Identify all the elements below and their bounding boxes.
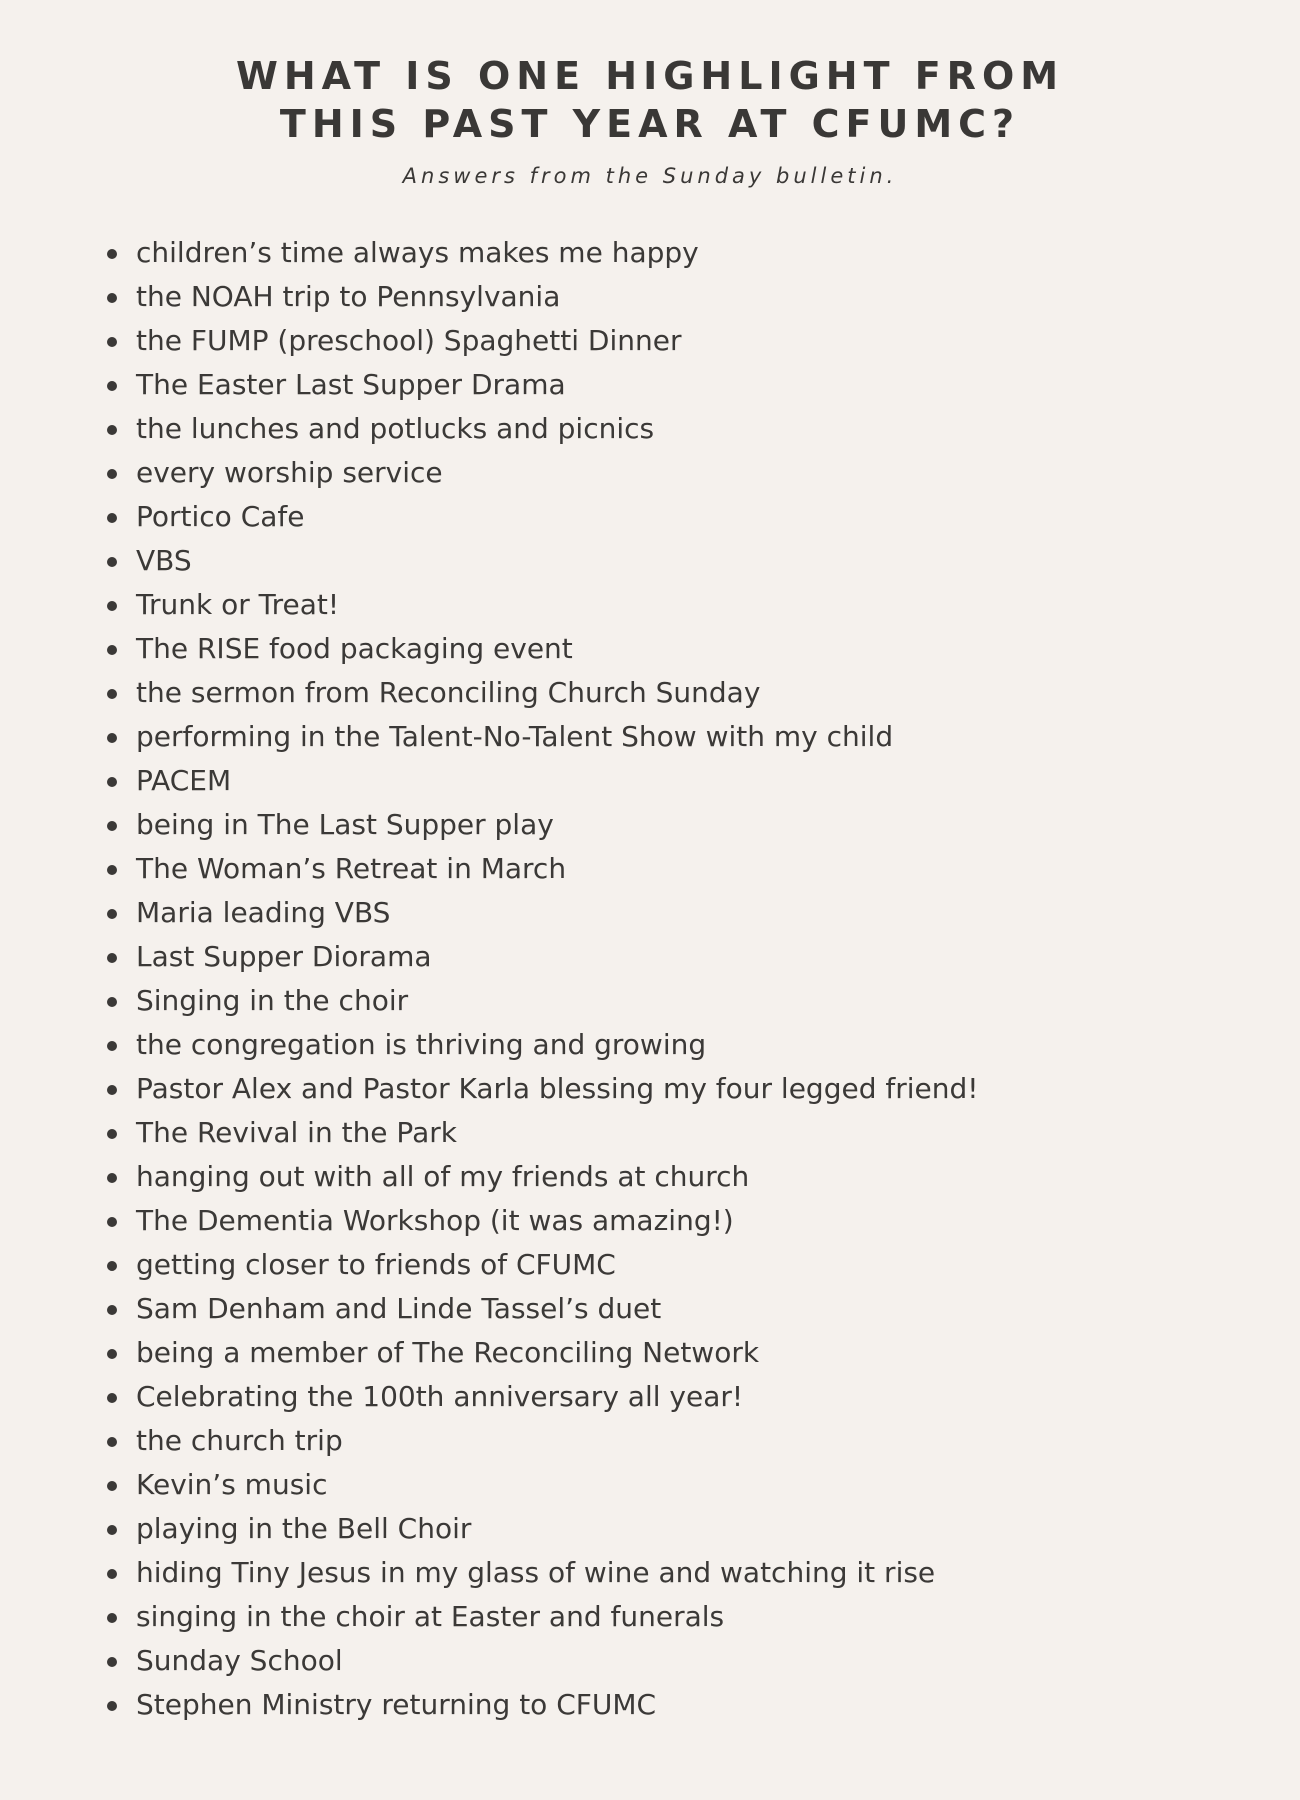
list-item <box>0 1463 979 1507</box>
list-item-text: The Easter Last Supper Drama <box>136 368 566 401</box>
list-item-text: The RISE food packaging event <box>136 632 573 665</box>
list-item <box>0 935 979 979</box>
list-item-text: The Dementia Workshop (it was amazing!) <box>136 1204 734 1237</box>
bullet-icon <box>107 645 117 655</box>
answers-list <box>0 231 979 1727</box>
list-item <box>0 539 979 583</box>
list-item-text: getting closer to friends of CFUMC <box>136 1248 616 1281</box>
list-item <box>0 1287 979 1331</box>
page-title-line-1: WHAT IS ONE HIGHLIGHT FROM <box>235 54 1065 98</box>
bullet-icon <box>107 337 117 347</box>
bullet-icon <box>107 1525 117 1535</box>
bullet-icon <box>107 1657 117 1667</box>
bullet-icon <box>107 733 117 743</box>
list-item <box>0 671 979 715</box>
page-subtitle: Answers from the Sunday bulletin. <box>402 164 898 188</box>
list-item <box>0 1595 979 1639</box>
list-item <box>0 583 979 627</box>
list-item-text: Sam Denham and Linde Tassel’s duet <box>136 1292 662 1325</box>
bullet-icon <box>107 1437 117 1447</box>
list-item-text: being in The Last Supper play <box>136 808 554 841</box>
list-item <box>0 979 979 1023</box>
list-item-text: children’s time always makes me happy <box>136 236 699 269</box>
list-item-text: playing in the Bell Choir <box>136 1512 472 1545</box>
bullet-icon <box>107 997 117 1007</box>
list-item <box>0 891 979 935</box>
bullet-icon <box>107 381 117 391</box>
list-item <box>0 1331 979 1375</box>
bullet-icon <box>107 249 117 259</box>
bullet-icon <box>107 601 117 611</box>
list-item <box>0 1375 979 1419</box>
list-item-text: the lunches and potlucks and picnics <box>136 412 655 445</box>
list-item-text: Sunday School <box>136 1644 343 1677</box>
list-item-text: Maria leading VBS <box>136 896 391 929</box>
list-item-text: Celebrating the 100th anniversary all year! <box>136 1380 744 1413</box>
bullet-icon <box>107 1173 117 1183</box>
bullet-icon <box>107 557 117 567</box>
list-item <box>0 451 979 495</box>
list-item <box>0 1023 979 1067</box>
list-item-text: PACEM <box>136 764 232 797</box>
list-item <box>0 275 979 319</box>
list-item-text: Kevin’s music <box>136 1468 328 1501</box>
bullet-icon <box>107 1129 117 1139</box>
list-item <box>0 1683 979 1727</box>
list-item-text: The Woman’s Retreat in March <box>136 852 567 885</box>
list-item <box>0 1639 979 1683</box>
list-item <box>0 1551 979 1595</box>
list-item-text: hanging out with all of my friends at church <box>136 1160 750 1193</box>
list-item-text: singing in the choir at Easter and funerals <box>136 1600 725 1633</box>
bullet-icon <box>107 821 117 831</box>
list-item <box>0 363 979 407</box>
list-item-text: the NOAH trip to Pennsylvania <box>136 280 561 313</box>
list-item <box>0 1067 979 1111</box>
list-item <box>0 715 979 759</box>
list-item-text: Stephen Ministry returning to CFUMC <box>136 1688 657 1721</box>
bullet-icon <box>107 1261 117 1271</box>
list-item <box>0 1111 979 1155</box>
bullet-icon <box>107 1305 117 1315</box>
list-item-text: every worship service <box>136 456 443 489</box>
bullet-icon <box>107 1085 117 1095</box>
list-item-text: the church trip <box>136 1424 343 1457</box>
bullet-icon <box>107 293 117 303</box>
list-item <box>0 759 979 803</box>
bullet-icon <box>107 953 117 963</box>
bullet-icon <box>107 1041 117 1051</box>
list-item-text: The Revival in the Park <box>136 1116 457 1149</box>
list-item <box>0 231 979 275</box>
bullet-icon <box>107 1217 117 1227</box>
bullet-icon <box>107 909 117 919</box>
list-item-text: the sermon from Reconciling Church Sunday <box>136 676 761 709</box>
list-item <box>0 1419 979 1463</box>
list-item <box>0 1155 979 1199</box>
list-item-text: Last Supper Diorama <box>136 940 432 973</box>
list-item-text: the FUMP (preschool) Spaghetti Dinner <box>136 324 682 357</box>
list-item-text: performing in the Talent-No-Talent Show with my child <box>136 720 894 753</box>
bullet-icon <box>107 1613 117 1623</box>
list-item-text: the congregation is thriving and growing <box>136 1028 707 1061</box>
list-item <box>0 1199 979 1243</box>
bullet-icon <box>107 425 117 435</box>
list-item-text: hiding Tiny Jesus in my glass of wine and watching it rise <box>136 1556 936 1589</box>
bullet-icon <box>107 777 117 787</box>
bullet-icon <box>107 1393 117 1403</box>
bullet-icon <box>107 689 117 699</box>
list-item-text: Trunk or Treat! <box>136 588 340 621</box>
bullet-icon <box>107 1349 117 1359</box>
list-item <box>0 803 979 847</box>
list-item-text: VBS <box>136 544 192 577</box>
list-item <box>0 1507 979 1551</box>
bullet-icon <box>107 1481 117 1491</box>
bullet-icon <box>107 469 117 479</box>
list-item <box>0 847 979 891</box>
bullet-icon <box>107 1569 117 1579</box>
bullet-icon <box>107 1701 117 1711</box>
page-title <box>0 52 1300 148</box>
list-item <box>0 319 979 363</box>
bullet-icon <box>107 865 117 875</box>
list-item-text: Singing in the choir <box>136 984 409 1017</box>
page-title-line-2: THIS PAST YEAR AT CFUMC? <box>279 102 1021 146</box>
list-item-text: Pastor Alex and Pastor Karla blessing my four legged friend! <box>136 1072 979 1105</box>
list-item-text: Portico Cafe <box>136 500 305 533</box>
list-item <box>0 407 979 451</box>
bullet-icon <box>107 513 117 523</box>
list-item <box>0 495 979 539</box>
list-item-text: being a member of The Reconciling Network <box>136 1336 760 1369</box>
list-item <box>0 1243 979 1287</box>
list-item <box>0 627 979 671</box>
